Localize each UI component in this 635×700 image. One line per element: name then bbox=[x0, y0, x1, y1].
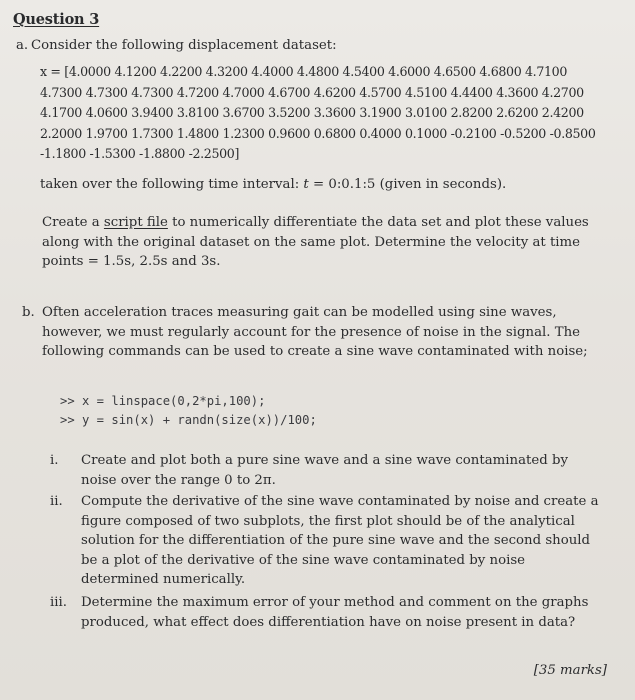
script-file-term: script file bbox=[103, 215, 168, 230]
item-line: produced, what effect does differentiation have on noise present in data? bbox=[81, 614, 576, 630]
time-interval-text bbox=[40, 175, 506, 194]
item-line: determined numerically. bbox=[81, 572, 246, 587]
code-line-sine-noise: >> y = sin(x) + randn(size(x))/100; bbox=[60, 413, 317, 427]
item-ii-numeral: ii. bbox=[50, 494, 63, 509]
dataset-line: -1.1800 -1.5300 -1.8800 -2.2500] bbox=[40, 146, 240, 162]
code-line-linspace: >> x = linspace(0,2*pi,100); bbox=[60, 394, 266, 408]
item-line: Compute the derivative of the sine wave contaminated by noise and create a bbox=[81, 494, 599, 509]
part-a-intro: Consider the following displacement dataset: bbox=[31, 38, 337, 53]
item-iii-text bbox=[81, 593, 603, 632]
item-line: solution for the differentiation of the pure sine wave and the second should bbox=[81, 533, 591, 548]
task-line-2: along with the original dataset on the same plot. Determine the velocity at time bbox=[42, 234, 581, 250]
task-line-3: points = 1.5s, 2.5s and 3s. bbox=[42, 254, 221, 269]
dataset-line: 4.7300 4.7300 4.7300 4.7200 4.7000 4.6700 4.6200 4.5700 4.5100 4.4400 4.3600 4.2700 bbox=[40, 84, 584, 100]
item-line: figure composed of two subplots, the first plot should be of the analytical bbox=[81, 513, 575, 529]
displacement-dataset bbox=[40, 62, 630, 165]
task-line-1 bbox=[42, 213, 608, 233]
item-line: Create and plot both a pure sine wave and a sine wave contaminated by bbox=[81, 453, 568, 468]
dataset-line: 4.1700 4.0600 3.9400 3.8100 3.6700 3.5200 3.3600 3.1900 3.0100 2.8200 2.6200 2.4200 bbox=[40, 105, 584, 121]
part-a-label: a. bbox=[16, 38, 29, 53]
marks-total: [35 marks] bbox=[533, 663, 607, 678]
question-title: Question 3 bbox=[13, 11, 100, 28]
part-b-intro bbox=[42, 303, 608, 362]
item-iii-numeral: iii. bbox=[50, 595, 67, 610]
item-i-text bbox=[81, 451, 603, 490]
item-ii-text bbox=[81, 492, 603, 590]
item-line: noise over the range 0 to 2π. bbox=[81, 472, 276, 488]
part-b-intro-line: following commands can be used to create a sine wave contaminated with noise; bbox=[42, 344, 588, 359]
item-line: Determine the maximum error of your method and comment on the graphs bbox=[81, 595, 589, 610]
task-line-1-end: to numerically differentiate the data set and plot these values bbox=[167, 215, 589, 230]
item-i-numeral: i. bbox=[50, 453, 59, 468]
part-b-intro-line: Often acceleration traces measuring gait can be modelled using sine waves, bbox=[42, 305, 557, 320]
dataset-line: 2.2000 1.9700 1.7300 1.4800 1.2300 0.9600 0.6800 0.4000 0.1000 -0.2100 -0.5200 -0.8500 bbox=[40, 125, 596, 141]
interval-prefix: taken over the following time interval: bbox=[40, 177, 304, 192]
part-b-intro-line: however, we must regularly account for the presence of noise in the signal. The bbox=[42, 324, 581, 340]
part-a-task bbox=[42, 213, 608, 272]
dataset-line: x = [4.0000 4.1200 4.2200 4.3200 4.4000 4.4800 4.5400 4.6000 4.6500 4.6800 4.7100 bbox=[40, 64, 567, 79]
interval-variable: t bbox=[303, 177, 309, 192]
task-line-1-start: Create a bbox=[42, 215, 104, 230]
part-b-label: b. bbox=[22, 305, 35, 320]
item-line: be a plot of the derivative of the sine wave contaminated by noise bbox=[81, 552, 526, 568]
interval-value: = 0:0.1:5 (given in seconds). bbox=[308, 177, 507, 192]
